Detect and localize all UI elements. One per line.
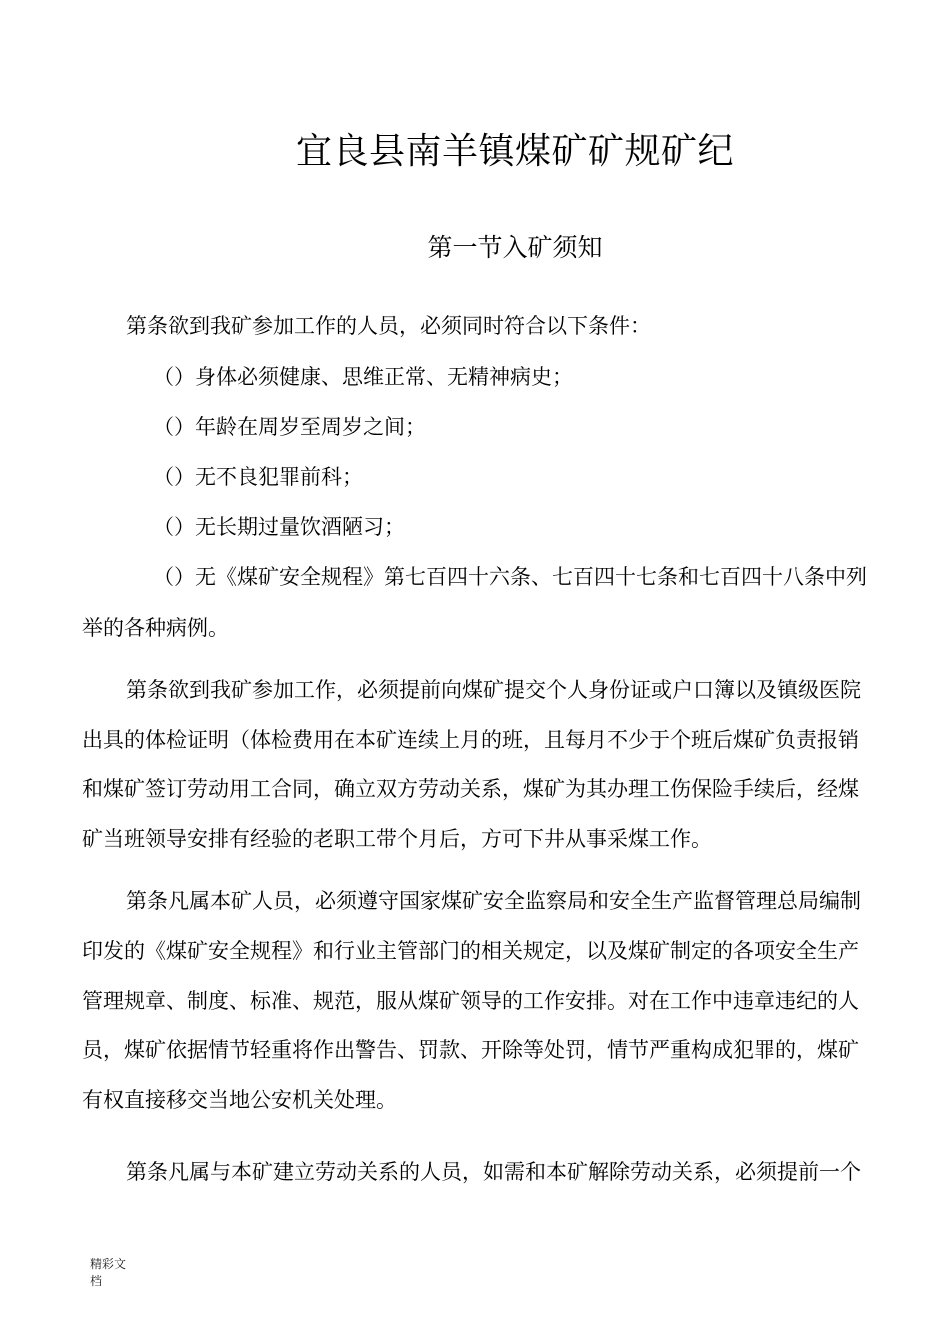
text-line: 有权直接移交当地公安机关处理。 bbox=[82, 1088, 397, 1112]
text-line: 矿当班领导安排有经验的老职工带个月后，方可下井从事采煤工作。 bbox=[82, 827, 712, 851]
footer-text-line2: 档 bbox=[90, 1274, 103, 1288]
text-line: （）年龄在周岁至周岁之间； bbox=[153, 415, 426, 439]
text-line: 第条凡属与本矿建立劳动关系的人员，如需和本矿解除劳动关系，必须提前一个 bbox=[126, 1160, 861, 1184]
text-line: （）无长期过量饮酒陋习； bbox=[153, 515, 405, 539]
text-line: 第条欲到我矿参加工作，必须提前向煤矿提交个人身份证或户口簿以及镇级医院 bbox=[126, 678, 861, 702]
text-line: （）无《煤矿安全规程》第七百四十六条、七百四十七条和七百四十八条中列 bbox=[153, 565, 867, 589]
text-line: （）无不良犯罪前科； bbox=[153, 465, 363, 489]
text-line: 出具的体检证明（体检费用在本矿连续上月的班，且每月不少于个班后煤矿负责报销 bbox=[82, 728, 859, 752]
text-line: 管理规章、制度、标准、规范，服从煤矿领导的工作安排。对在工作中违章违纪的人 bbox=[82, 989, 859, 1013]
text-line: 员，煤矿依据情节轻重将作出警告、罚款、开除等处罚，情节严重构成犯罪的，煤矿 bbox=[82, 1038, 859, 1062]
footer-text-line1: 精彩文 bbox=[90, 1257, 127, 1271]
text-line: （）身体必须健康、思维正常、无精神病史； bbox=[153, 365, 573, 389]
text-line: 举的各种病例。 bbox=[82, 616, 229, 640]
text-line: 印发的《煤矿安全规程》和行业主管部门的相关规定，以及煤矿制定的各项安全生产 bbox=[82, 939, 859, 963]
page-title: 宜良县南羊镇煤矿矿规矿纪 bbox=[295, 131, 734, 172]
section-title: 第一节入矿须知 bbox=[427, 233, 603, 262]
text-line: 第条欲到我矿参加工作的人员，必须同时符合以下条件： bbox=[126, 314, 651, 338]
text-line: 和煤矿签订劳动用工合同，确立双方劳动关系，煤矿为其办理工伤保险手续后，经煤 bbox=[82, 777, 859, 801]
text-line: 第条凡属本矿人员，必须遵守国家煤矿安全监察局和安全生产监督管理总局编制 bbox=[126, 889, 861, 913]
